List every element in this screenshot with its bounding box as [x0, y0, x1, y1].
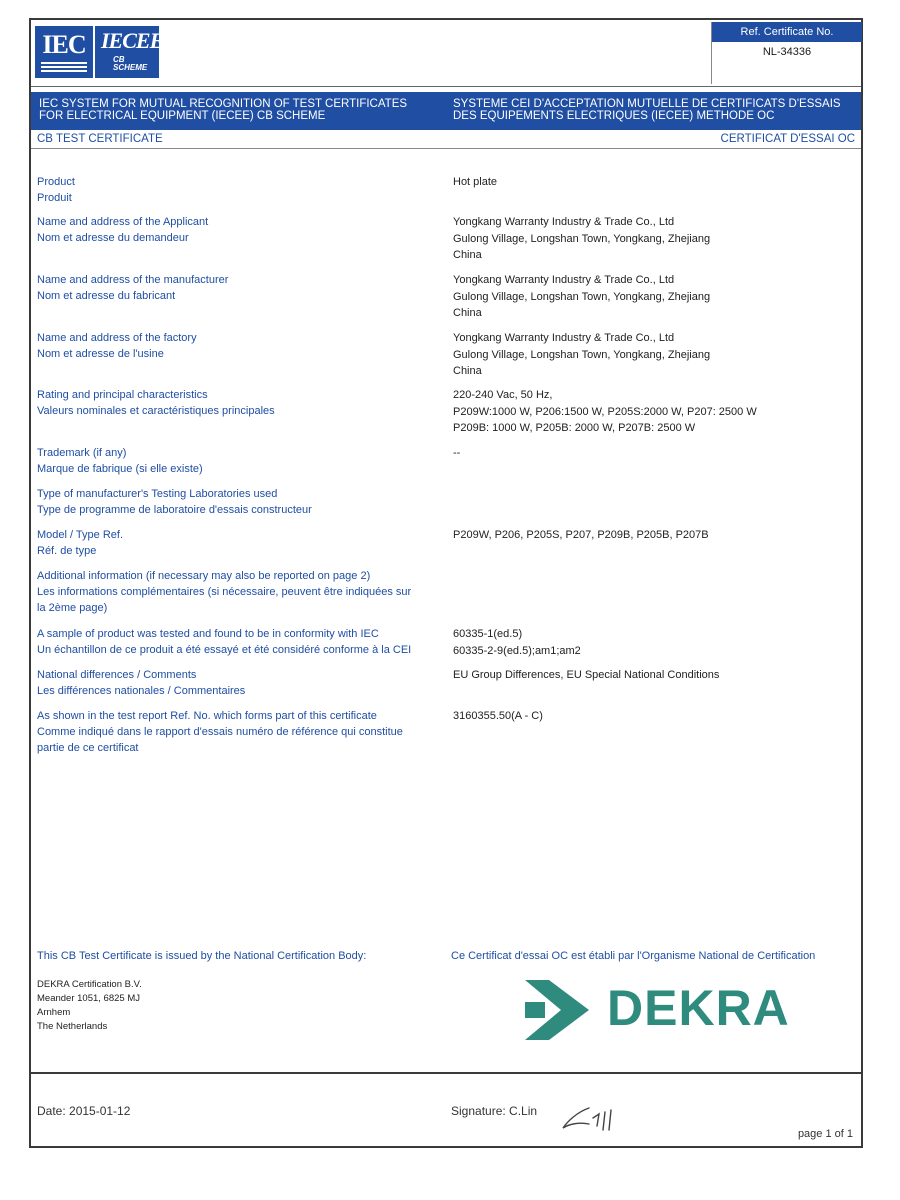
- label-fr: Comme indiqué dans le rapport d'essais numéro de référence qui constitue: [37, 726, 403, 738]
- field-label-trademark: [37, 445, 447, 477]
- issuer-address-line: Arnhem: [37, 1007, 71, 1018]
- issuer-address: [37, 978, 337, 1034]
- scheme-title-en-line1: IEC SYSTEM FOR MUTUAL RECOGNITION OF TEST CERTIFICATES: [39, 98, 408, 110]
- cb-title-en: CB TEST CERTIFICATE: [37, 133, 163, 145]
- label-en: A sample of product was tested and found to be in conformity with IEC: [37, 628, 379, 640]
- field-value-conformity: [453, 626, 853, 659]
- value-line: 60335-2-9(ed.5);am1;am2: [453, 644, 581, 657]
- label-fr: Marque de fabrique (si elle existe): [37, 463, 203, 475]
- label-fr: Type de programme de laboratoire d'essais constructeur: [37, 504, 312, 516]
- field-label-additional-info: [37, 568, 447, 616]
- iec-logo-stripes: [41, 62, 87, 72]
- label-fr: Nom et adresse du demandeur: [37, 232, 189, 244]
- field-label-rating: [37, 387, 447, 419]
- scheme-title-fr-line1: SYSTEME CEI D'ACCEPTATION MUTUELLE DE CERTIFICATS D'ESSAIS: [453, 98, 841, 110]
- ref-certificate-number: NL-34336: [762, 46, 812, 58]
- field-value-applicant: [453, 214, 853, 264]
- value-line: --: [453, 447, 461, 459]
- label-en: Model / Type Ref.: [37, 529, 124, 541]
- field-label-conformity: [37, 626, 447, 658]
- label-fr: Produit: [37, 192, 72, 204]
- label-en: Product: [37, 176, 75, 188]
- value-line: Yongkang Warranty Industry & Trade Co., Ltd: [453, 332, 675, 344]
- label-en: Trademark (if any): [37, 447, 127, 459]
- label-fr: Un échantillon de ce produit a été essayé et été considéré conforme à la CEI: [37, 644, 412, 656]
- issuer-address-line: DEKRA Certification B.V.: [37, 979, 142, 990]
- issued-by-fr: Ce Certificat d'essai OC est établi par l'Organisme National de Certification: [451, 950, 816, 962]
- ref-certificate-label: Ref. Certificate No.: [712, 22, 862, 42]
- field-value-national-differences: [453, 667, 853, 684]
- field-value-rating: [453, 387, 853, 437]
- label-en: Name and address of the Applicant: [37, 216, 209, 228]
- field-label-factory: [37, 330, 447, 362]
- issued-by-en: This CB Test Certificate is issued by the National Certification Body:: [37, 950, 367, 962]
- label-fr: Réf. de type: [37, 545, 97, 557]
- value-line: 3160355.50(A - C): [453, 710, 543, 722]
- field-label-applicant: [37, 214, 447, 246]
- dekra-logo: [525, 978, 795, 1042]
- value-line: 220-240 Vac, 50 Hz,: [453, 389, 553, 401]
- label-en: As shown in the test report Ref. No. which forms part of this certificate: [37, 710, 377, 722]
- label-fr: Les informations complémentaires (si nécessaire, peuvent être indiquées sur: [37, 586, 412, 598]
- scheme-title-fr: [453, 98, 853, 122]
- field-label-test-report: [37, 708, 447, 756]
- value-line: EU Group Differences, EU Special National Conditions: [453, 669, 720, 681]
- label-fr-continued: la 2ème page): [37, 602, 108, 614]
- label-fr: Nom et adresse de l'usine: [37, 348, 164, 360]
- cb-title-fr: CERTIFICAT D'ESSAI OC: [720, 133, 855, 145]
- value-line: Gulong Village, Longshan Town, Yongkang, Zhejiang: [453, 290, 711, 303]
- value-line: Gulong Village, Longshan Town, Yongkang, Zhejiang: [453, 348, 711, 361]
- scheme-title-bar: [31, 92, 861, 130]
- label-fr: Les différences nationales / Commentaires: [37, 685, 246, 697]
- label-en: Name and address of the manufacturer: [37, 274, 229, 286]
- value-line: P209B: 1000 W, P205B: 2000 W, P207B: 2500 W: [453, 422, 696, 434]
- value-line: P209W, P206, P205S, P207, P209B, P205B, P207B: [453, 529, 709, 541]
- label-fr: Nom et adresse du fabricant: [37, 290, 176, 302]
- page-number: page 1 of 1: [797, 1128, 853, 1140]
- field-label-testing-labs: [37, 486, 447, 518]
- certificate-header: [31, 20, 861, 87]
- ref-certificate-box: [711, 22, 862, 84]
- value-line: Hot plate: [453, 176, 498, 188]
- issuer-address-line: The Netherlands: [37, 1021, 108, 1032]
- issuer-address-line: Meander 1051, 6825 MJ: [37, 993, 140, 1004]
- iec-logo: [35, 26, 93, 78]
- certificate-frame: [29, 18, 863, 1148]
- label-en: Rating and principal characteristics: [37, 389, 208, 401]
- field-value-factory: [453, 330, 853, 380]
- handwritten-signature-icon: [559, 1100, 639, 1136]
- label-fr: Valeurs nominales et caractéristiques principales: [37, 405, 275, 417]
- field-label-national-differences: [37, 667, 447, 699]
- scheme-title-en: [39, 98, 439, 122]
- field-label-model: [37, 527, 447, 559]
- scheme-title-en-line2: FOR ELECTRICAL EQUIPMENT (IECEE) CB SCHEME: [39, 110, 326, 122]
- value-line: China: [453, 365, 482, 377]
- value-line: China: [453, 249, 482, 261]
- field-value-test-report: [453, 708, 853, 725]
- iecee-logo-sub-scheme: SCHEME: [113, 63, 148, 72]
- iecee-logo-text: IECEE: [101, 28, 164, 53]
- scheme-title-fr-line2: DES EQUIPEMENTS ELECTRIQUES (IECEE) METHODE OC: [453, 110, 775, 122]
- field-label-product: [37, 174, 447, 206]
- footer-divider: [31, 1072, 861, 1074]
- certificate-date: Date: 2015-01-12: [37, 1104, 131, 1118]
- value-line: 60335-1(ed.5): [453, 628, 523, 640]
- iecee-logo: [95, 26, 164, 78]
- value-line: Yongkang Warranty Industry & Trade Co., Ltd: [453, 274, 675, 286]
- iec-logo-text: IEC: [42, 30, 86, 59]
- label-en: Name and address of the factory: [37, 332, 197, 344]
- value-line: Gulong Village, Longshan Town, Yongkang, Zhejiang: [453, 232, 711, 245]
- field-value-model: [453, 527, 853, 544]
- logo-group: [35, 26, 164, 78]
- dekra-logo-text: DEKRA: [607, 980, 790, 1036]
- iecee-logo-sub-cb: CB: [113, 55, 125, 64]
- signature-label: Signature: C.Lin: [451, 1104, 538, 1118]
- value-line: Yongkang Warranty Industry & Trade Co., Ltd: [453, 216, 675, 228]
- label-fr-continued: partie de ce certificat: [37, 742, 139, 754]
- label-en: Type of manufacturer's Testing Laboratories used: [37, 488, 278, 500]
- field-label-manufacturer: [37, 272, 447, 304]
- value-line: China: [453, 307, 482, 319]
- field-value-manufacturer: [453, 272, 853, 322]
- label-en: National differences / Comments: [37, 669, 197, 681]
- value-line: P209W:1000 W, P206:1500 W, P205S:2000 W, P207: 2500 W: [453, 405, 757, 418]
- field-value-trademark: [453, 445, 853, 462]
- label-en: Additional information (if necessary may also be reported on page 2): [37, 570, 371, 582]
- field-value-product: [453, 174, 853, 191]
- cb-title-row: [31, 132, 861, 149]
- iecee-logo-sub: [113, 56, 147, 72]
